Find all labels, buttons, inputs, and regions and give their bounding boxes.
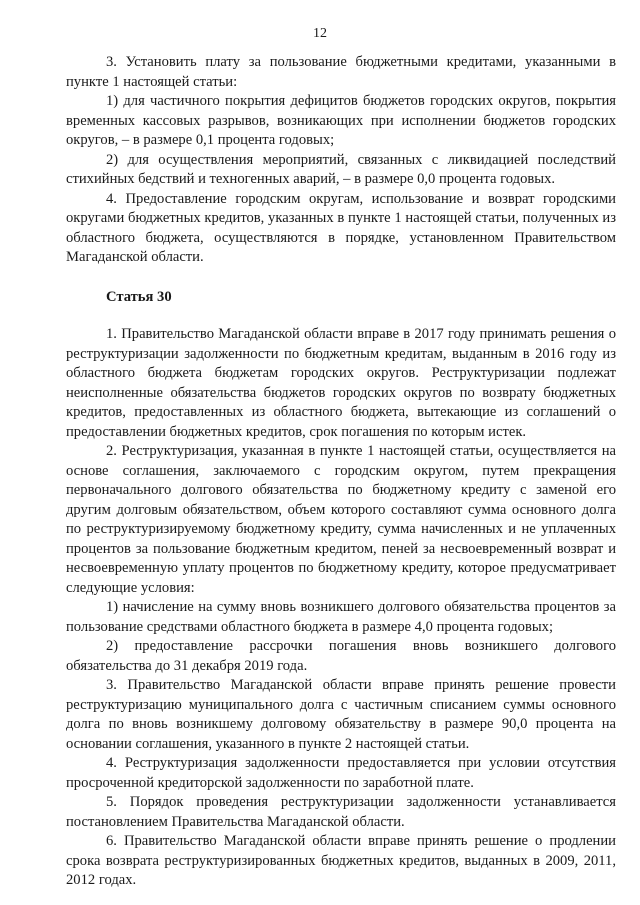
paragraph-terms-item-2: 2) предоставление рассрочки погашения вновь возникшего долгового обязательства до 31 декабря 2019 года.	[66, 638, 616, 674]
page-content	[66, 53, 616, 891]
paragraph-terms-item-1: 1) начисление на сумму вновь возникшего долгового обязательства процентов за пользование средствами областного бюджета в размере 4,0 процента годовых;	[66, 599, 616, 635]
paragraph-restructuring-order: 5. Порядок проведения реструктуризации задолженности устанавливается постановлением Правительства Магаданской области.	[66, 794, 616, 830]
paragraph-payment-rate-item-2: 2) для осуществления мероприятий, связанных с ликвидацией последствий стихийных бедствий и техногенных аварий, – в размере 0,0 процента годовых.	[66, 151, 616, 187]
page-number: 12	[313, 26, 327, 41]
spacer	[66, 307, 616, 325]
paragraph-payment-rate-item-1: 1) для частичного покрытия дефицитов бюджетов городских округов, покрытия временных кассовых разрывов, возникающих при исполнении бюджетов городских округов, – в размере 0,1 процента годовых;	[66, 93, 616, 148]
paragraph-payment-rate: 3. Установить плату за пользование бюджетными кредитами, указанными в пункте 1 настоящей статьи:	[66, 54, 616, 90]
paragraph-restructuring-decision: 1. Правительство Магаданской области вправе в 2017 году принимать решения о реструктуризации задолженности по бюджетным кредитам, выданным в 2016 году из областного бюджета бюджетам городских округов. Реструктуризации подлежат неисполненные обязательства бюджетов городских округов по возврату бюджетных кредитов, предоставленных из областного бюджета, вытекающие из соглашений о предоставлении бюджетных кредитов, срок погашения по которым истек.	[66, 326, 616, 440]
paragraph-credit-procedure: 4. Предоставление городским округам, использование и возврат городскими округами бюджетных кредитов, указанных в пункте 1 настоящей статьи, полученных из областного бюджета, осуществляются в порядке, установленном Правительством Магаданской области.	[66, 190, 616, 265]
spacer	[66, 268, 616, 288]
article-heading: Статья 30	[106, 288, 172, 305]
paragraph-debt-write-off: 3. Правительство Магаданской области вправе принять решение провести реструктуризацию муниципального долга с частичным списанием суммы основного долга по вновь возникшему долговому обязательству в размере 90,0 процента на основании соглашения, указанного в пункте 2 настоящей статьи.	[66, 677, 616, 752]
paragraph-term-extension: 6. Правительство Магаданской области вправе принять решение о продлении срока возврата реструктуризированных бюджетных кредитов, выданных в 2009, 2011, 2012 годах.	[66, 833, 616, 888]
paragraph-restructuring-terms: 2. Реструктуризация, указанная в пункте 1 настоящей статьи, осуществляется на основе соглашения, заключаемого с городским округом, путем прекращения первоначального долгового обязательства по бюджетному кредиту с заменой его другим долговым обязательством, объем которого составляют сумма основного долга по реструктуризируемому бюджетному кредиту, сумма начисленных и не уплаченных процентов за пользование бюджетным кредитом, пеней за несвоевременный возврат и несвоевременную уплату процентов по бюджетному кредиту, которое предусматривает следующие условия:	[66, 443, 616, 596]
paragraph-restructuring-condition: 4. Реструктуризация задолженности предоставляется при условии отсутствия просроченной кредиторской задолженности по заработной плате.	[66, 755, 616, 791]
